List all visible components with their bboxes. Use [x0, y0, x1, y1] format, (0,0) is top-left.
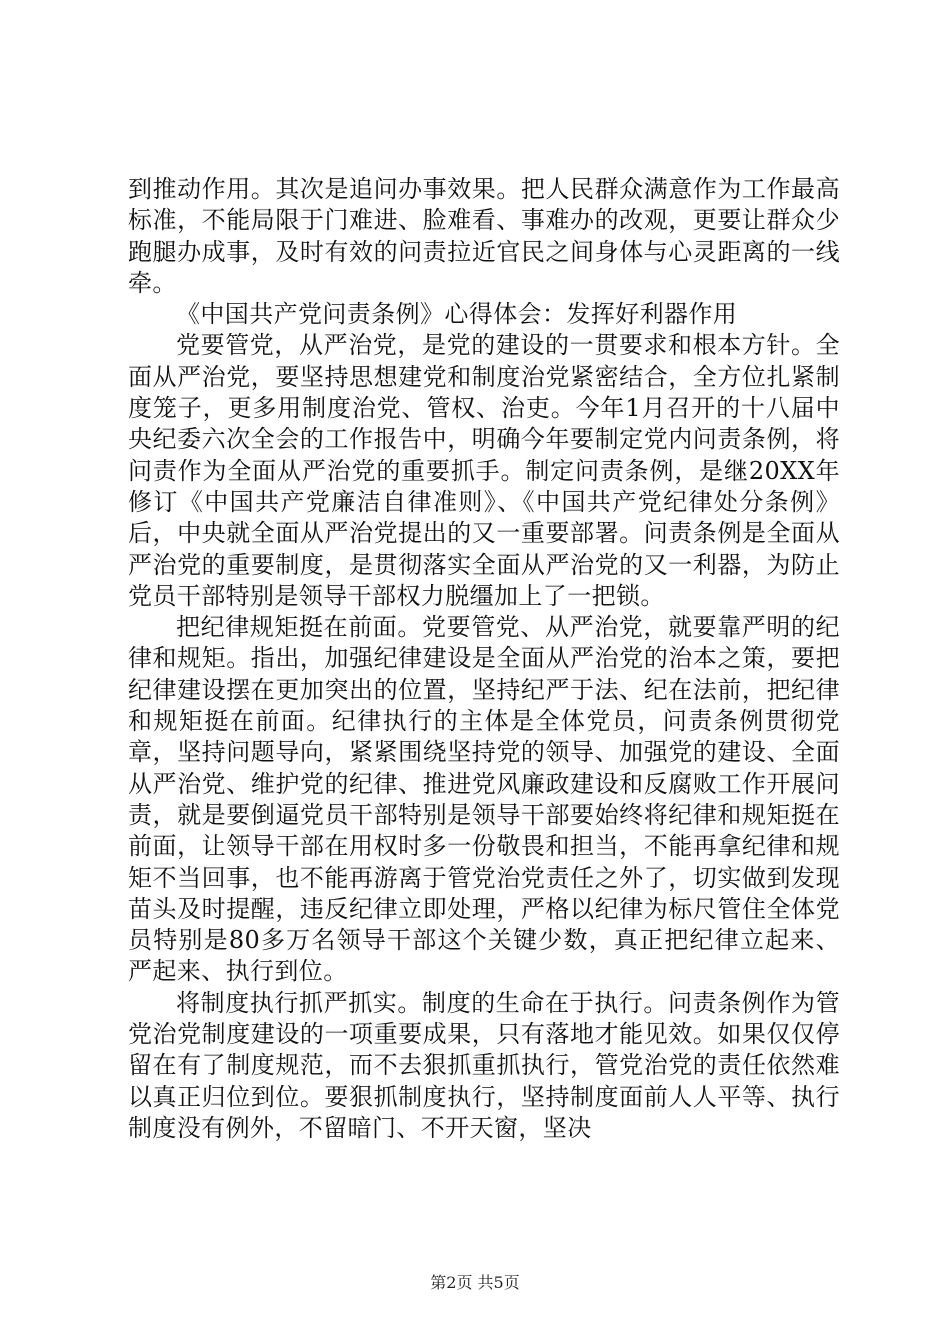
paragraph-2: 党要管党，从严治党，是党的建设的一贯要求和根本方针。全面从严治党，要坚持思想建党和制度治党紧密结合，全方位扎紧制度笼子，更多用制度治党、管权、治吏。今年1月召开的十八届中央纪委六次全会的工作报告中，明确今年要制定党内问责条例，将问责作为全面从严治党的重要抓手。制定问责条例，是继20XX年修订《中国共产党廉洁自律准则》、《中国共产党纪律处分条例》后，中央就全面从严治党提出的又一重要部署。问责条例是全面从严治党的重要制度，是贯彻落实全面从严治党的又一利器，为防止党员干部特别是领导干部权力脱缰加上了一把锁。: [128, 331, 840, 610]
section-heading: 《中国共产党问责条例》心得体会：发挥好利器作用: [176, 300, 738, 329]
document-body: [128, 174, 840, 1144]
page-footer: 第2页 共5页: [430, 1273, 520, 1292]
paragraph-4: 将制度执行抓严抓实。制度的生命在于执行。问责条例作为管党治党制度建设的一项重要成果，只有落地才能见效。如果仅仅停留在有了制度规范，而不去狠抓重抓执行，管党治党的责任依然难以真正归位到位。要狠抓制度执行，坚持制度面前人人平等、执行制度没有例外，不留暗门、不开天窗，坚决: [128, 988, 840, 1142]
paragraph-1: 到推动作用。其次是追问办事效果。把人民群众满意作为工作最高标准，不能局限于门难进、脸难看、事难办的改观，更要让群众少跑腿办成事，及时有效的问责拉近官民之间身体与心灵距离的一线牵。: [128, 175, 840, 297]
paragraph-3: 把纪律规矩挺在前面。党要管党、从严治党，就要靠严明的纪律和规矩。指出，加强纪律建设是全面从严治党的治本之策，要把纪律建设摆在更加突出的位置，坚持纪严于法、纪在法前，把纪律和规矩挺在前面。纪律执行的主体是全体党员，问责条例贯彻党章，坚持问题导向，紧紧围绕坚持党的领导、加强党的建设、全面从严治党、维护党的纪律、推进党风廉政建设和反腐败工作开展问责，就是要倒逼党员干部特别是领导干部要始终将纪律和规矩挺在前面，让领导干部在用权时多一份敬畏和担当，不能再拿纪律和规矩不当回事，也不能再游离于管党治党责任之外了，切实做到发现苗头及时提醒，违反纪律立即处理，严格以纪律为标尺管住全体党员特别是80多万名领导干部这个关键少数，真正把纪律立起来、严起来、执行到位。: [128, 613, 840, 986]
